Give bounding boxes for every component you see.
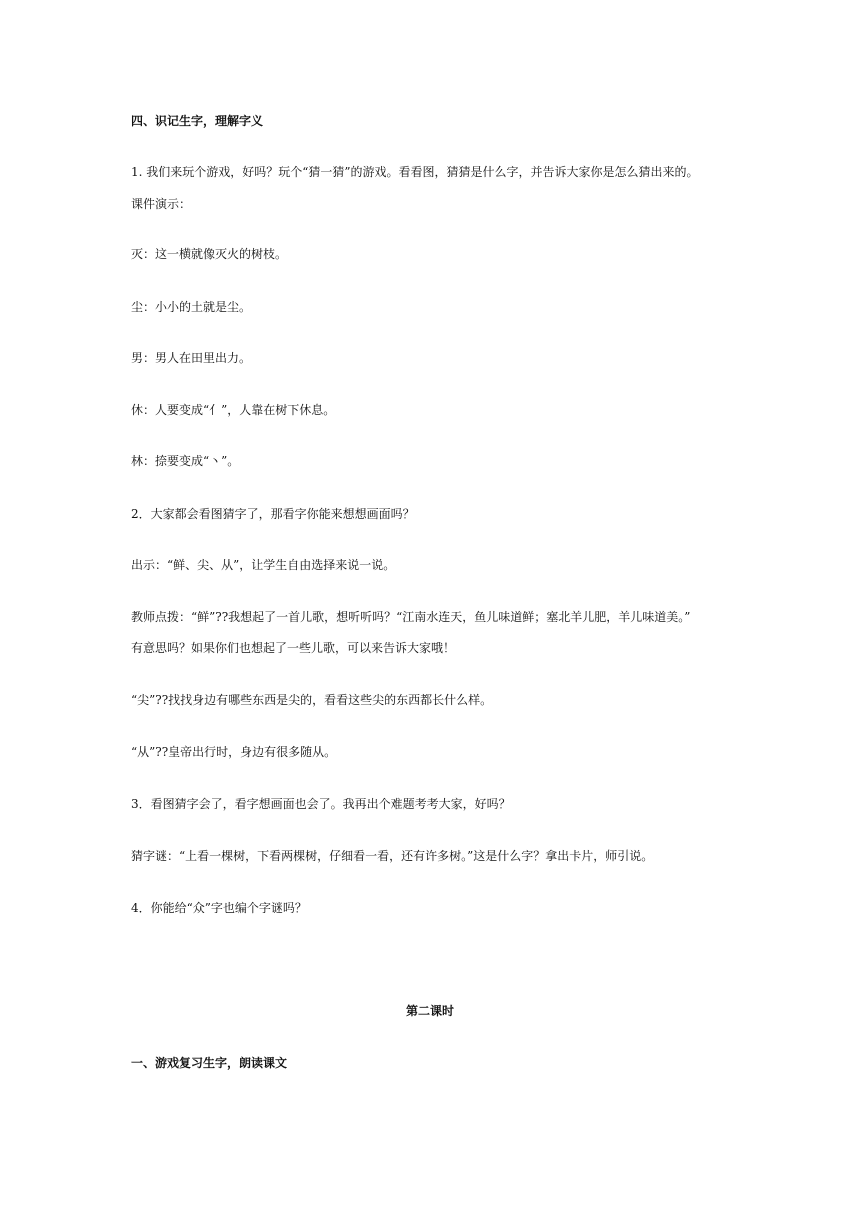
paragraph-char-nan: 男：男人在田里出力。 (131, 351, 252, 365)
paragraph-char-lin: 林：捺要变成“丶”。 (131, 454, 240, 468)
paragraph-cong: “从”??皇帝出行时，身边有很多随从。 (131, 745, 337, 759)
paragraph-show: 出示：“鲜、尖、从”，让学生自由选择来说一说。 (131, 558, 396, 572)
paragraph-item-4: 4．你能给“众”字也编个字谜吗？ (131, 901, 307, 915)
paragraph-riddle: 猜字谜：“上看一棵树，下看两棵树，仔细看一看，还有许多树。”这是什么字？拿出卡片，师引说。 (131, 849, 654, 863)
paragraph-char-xiu: 休：人要变成“亻”，人靠在树下休息。 (131, 403, 336, 417)
paragraph-char-chen: 尘：小小的土就是尘。 (131, 300, 252, 314)
section-heading: 四、识记生字，理解字义 (131, 114, 264, 128)
paragraph-item-2: 2．大家都会看图猜字了，那看字你能来想想画面吗？ (131, 507, 415, 521)
paragraph-teacher-hint-cont: 有意思吗？如果你们也想起了一些儿歌，可以来告诉大家哦！ (131, 641, 456, 655)
lesson-heading: 一、游戏复习生字，朗读课文 (131, 1056, 288, 1070)
paragraph-jian: “尖”??找找身边有哪些东西是尖的，看看这些尖的东西都长什么样。 (131, 693, 493, 707)
paragraph-item-3: 3．看图猜字会了，看字想画面也会了。我再出个难题考考大家，好吗？ (131, 797, 511, 811)
paragraph-courseware-label: 课件演示： (131, 197, 192, 211)
paragraph-teacher-hint: 教师点拨：“鲜”??我想起了一首儿歌，想听听吗？“江南水连天，鱼儿味道鲜；塞北羊儿肥，羊儿味道美。” (131, 610, 691, 624)
lesson-title: 第二课时 (405, 1004, 454, 1018)
paragraph-char-mie: 灭：这一横就像灭火的树枝。 (131, 247, 288, 261)
paragraph-item-1: 1. 我们来玩个游戏，好吗？玩个“猜一猜”的游戏。看看图，猜猜是什么字，并告诉大家你是怎么猜出来的。 (131, 165, 699, 179)
